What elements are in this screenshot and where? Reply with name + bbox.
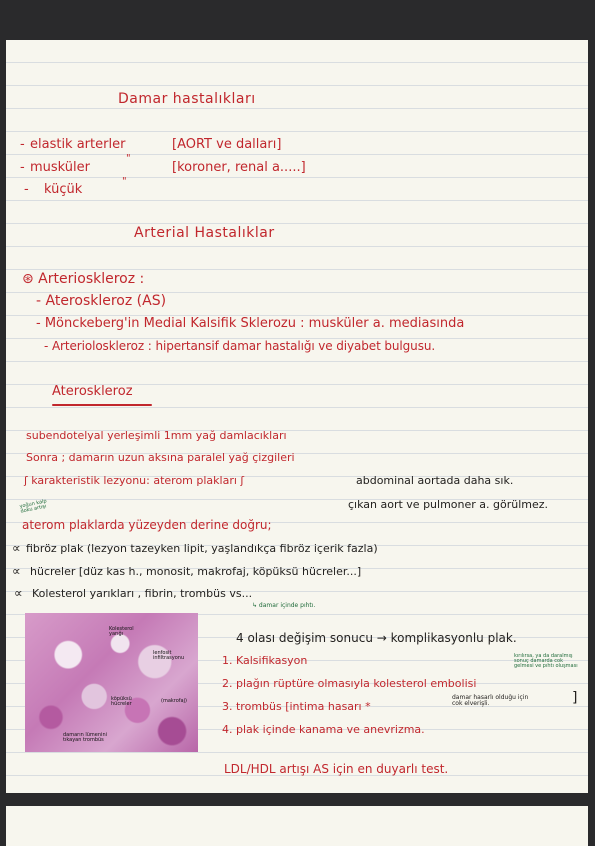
green-side-note: kırılırsa, ya da daralmış sonuç damarda cok gelmesi ve pıhtı oluşması bbox=[514, 653, 578, 669]
green-margin-note: yoğun kalp doku artışı bbox=[19, 498, 48, 515]
page-title: Damar hastalıkları bbox=[118, 91, 256, 107]
plaques-line: aterom plaklarda yüzeyden derine doğru; bbox=[22, 518, 272, 532]
side-note: abdominal aortada daha sık. bbox=[356, 474, 514, 487]
arterioskleroz-heading: ⊛ Arterioskleroz : bbox=[22, 271, 145, 287]
note-page bbox=[6, 40, 588, 793]
histology-image bbox=[25, 613, 198, 752]
class-dash: - bbox=[24, 182, 29, 197]
complication-item: 4. plak içinde kanama ve anevrizma. bbox=[222, 723, 425, 736]
class-dash: - bbox=[20, 160, 25, 175]
complication-item: 1. Kalsifikasyon bbox=[222, 654, 308, 667]
class-detail: [AORT ve dalları] bbox=[172, 137, 282, 152]
bullet-mark: ∝ bbox=[14, 586, 23, 600]
next-page bbox=[6, 806, 588, 846]
complications-intro: 4 olası değişim sonucu → komplikasyonlu plak. bbox=[236, 631, 517, 645]
small-bracket: ] bbox=[572, 690, 578, 706]
heading-underline bbox=[52, 404, 152, 406]
arterioskleroz-item: - Arterioloskleroz : hipertansif damar hastalığı ve diyabet bulgusu. bbox=[44, 339, 436, 353]
class-name: elastik arterler bbox=[30, 137, 126, 152]
photo-label: lenfosit infiltrasyonu bbox=[153, 650, 185, 662]
arterioskleroz-item: - Ateroskleroz (AS) bbox=[36, 293, 167, 309]
class-name: küçük bbox=[44, 182, 83, 197]
complication-item: 3. trombüs [intima hasarı * bbox=[222, 700, 371, 713]
photo-label: damarın lümenini tıkayan trombüs bbox=[63, 732, 107, 744]
bullet-text: Kolesterol yarıkları , fibrin, trombüs vs... bbox=[32, 587, 253, 600]
ateroskleroz-line: subendotelyal yerleşimli 1mm yağ damlacıkları bbox=[26, 429, 287, 442]
photo-label: (makrofaj) bbox=[161, 698, 187, 704]
ateroskleroz-line: Sonra ; damarın uzun aksına paralel yağ çizgileri bbox=[26, 451, 295, 464]
bullet-text: fibröz plak (lezyon tazeyken lipit, yaşlandıkça fibröz içerik fazla) bbox=[26, 542, 378, 555]
class-dash: - bbox=[20, 137, 25, 152]
class-name: musküler bbox=[30, 160, 90, 175]
arterioskleroz-item: - Mönckeberg'in Medial Kalsifik Sklerozu : musküler a. mediasında bbox=[36, 316, 465, 331]
photo-label: Kolesterol yarığı bbox=[109, 626, 134, 638]
bullet-mark: ∝ bbox=[12, 564, 21, 578]
side-note: çıkan aort ve pulmoner a. görülmez. bbox=[348, 498, 549, 511]
small-note: damar hasarlı olduğu için cok elverişli. bbox=[452, 694, 529, 707]
ateroskleroz-heading: Ateroskleroz bbox=[52, 384, 133, 399]
class-ditto: " bbox=[122, 176, 127, 187]
class-ditto: " bbox=[126, 153, 131, 164]
section-heading: Arterial Hastalıklar bbox=[134, 225, 275, 241]
class-detail: [koroner, renal a.....] bbox=[172, 160, 306, 175]
bullet-text: hücreler [düz kas h., monosit, makrofaj, köpüksü hücreler...] bbox=[30, 565, 362, 578]
complication-item: 2. plağın rüptüre olmasıyla kolesterol embolisi bbox=[222, 677, 477, 690]
thrombus-note: ↳ damar içinde pıhtı. bbox=[252, 602, 316, 609]
ldl-note: LDL/HDL artışı AS için en duyarlı test. bbox=[224, 762, 449, 776]
photo-label: köpüksü hücreler bbox=[111, 696, 132, 708]
bullet-mark: ∝ bbox=[12, 541, 21, 555]
ateroskleroz-line: ʃ karakteristik lezyonu: aterom plakları ʃ bbox=[24, 474, 245, 487]
